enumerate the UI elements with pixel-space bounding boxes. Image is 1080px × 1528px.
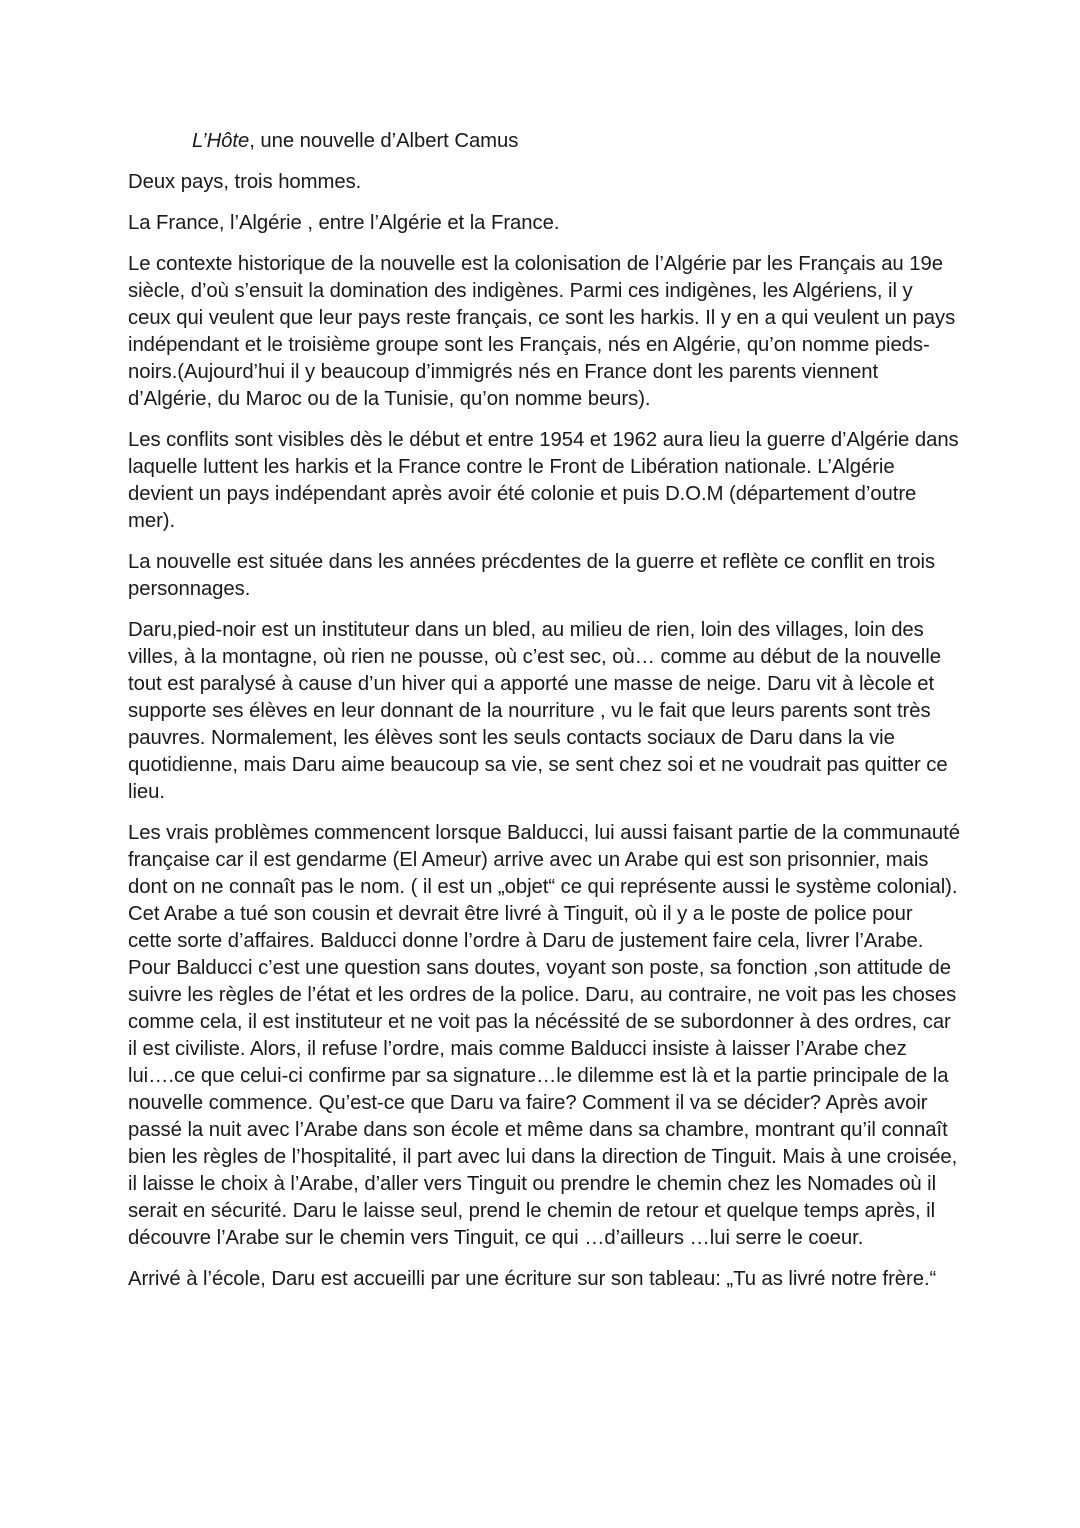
title-work-name: L’Hôte bbox=[192, 130, 250, 152]
paragraph-1: Deux pays, trois hommes. bbox=[128, 171, 362, 193]
document-page bbox=[128, 128, 960, 1307]
title-subtitle: , une nouvelle d’Albert Camus bbox=[249, 130, 519, 152]
paragraph-2: La France, l’Algérie , entre l’Algérie et la France. bbox=[128, 212, 560, 234]
document-title bbox=[192, 128, 960, 155]
paragraph-4: Les conflits sont visibles dès le début et entre 1954 et 1962 aura lieu la guerre d’Algérie dans laquelle luttent les harkis et la France contre le Front de Libération nationale. L’Algérie devient un pays indépendant après avoir été colonie et puis D.O.M (département d’outre mer). bbox=[128, 429, 959, 532]
paragraph-7: Les vrais problèmes commencent lorsque Balducci, lui aussi faisant partie de la communauté française car il est gendarme (El Ameur) arrive avec un Arabe qui est son prisonnier, mais dont on ne connaît pas le nom. ( il est un „objet“ ce qui représente aussi le système colonial). Cet Arabe a tué son cousin et devrait être livré à Tinguit, où il y a le poste de police pour cette sorte d’affaires. Balducci donne l’ordre à Daru de justement faire cela, livrer l’Arabe. Pour Balducci c’est une question sans doutes, voyant son poste, sa fonction ,son attitude de suivre les règles de l’état et les ordres de la police. Daru, au contraire, ne voit pas les choses comme cela, il est instituteur et ne voit pas la nécéssité de se subordonner à des ordres, car il est civiliste. Alors, il refuse l’ordre, mais comme Balducci insiste à laisser l’Arabe chez lui….ce que celui-ci confirme par sa signature…le dilemme est là et la partie principale de la nouvelle commence. Qu’est-ce que Daru va faire? Comment il va se décider? Après avoir passé la nuit avec l’Arabe dans son école et même dans sa chambre, montrant qu’il connaît bien les règles de l’hospitalité, il part avec lui dans la direction de Tinguit. Mais à une croisée, il laisse le choix à l’Arabe, d’aller vers Tinguit ou prendre le chemin chez les Nomades où il serait en sécurité. Daru le laisse seul, prend le chemin de retour et quelque temps après, il découvre l’Arabe sur le chemin vers Tinguit, ce qui …d’ailleurs …lui serre le coeur. bbox=[128, 822, 960, 1249]
paragraph-3: Le contexte historique de la nouvelle est la colonisation de l’Algérie par les Français au 19e siècle, d’où s’ensuit la domination des indigènes. Parmi ces indigènes, les Algériens, il y ceux qui veulent que leur pays reste français, ce sont les harkis. Il y en a qui veulent un pays indépendant et le troisième groupe sont les Français, nés en Algérie, qu’on nomme pieds-noirs.(Aujourd’hui il y beaucoup d’immigrés nés en France dont les parents viennent d’Algérie, du Maroc ou de la Tunisie, qu’on nomme beurs). bbox=[128, 253, 956, 410]
paragraph-8: Arrivé à l’école, Daru est accueilli par une écriture sur son tableau: „Tu as livré notre frère.“ bbox=[128, 1268, 937, 1290]
paragraph-6: Daru,pied-noir est un instituteur dans un bled, au milieu de rien, loin des villages, loin des villes, à la montagne, où rien ne pousse, où c’est sec, où… comme au début de la nouvelle tout est paralysé à cause d’un hiver qui a apporté une masse de neige. Daru vit à lècole et supporte ses élèves en leur donnant de la nourriture , vu le fait que leurs parents sont très pauvres. Normalement, les élèves sont les seuls contacts sociaux de Daru dans la vie quotidienne, mais Daru aime beaucoup sa vie, se sent chez soi et ne voudrait pas quitter ce lieu. bbox=[128, 619, 948, 803]
paragraph-5: La nouvelle est située dans les années précdentes de la guerre et reflète ce conflit en trois personnages. bbox=[128, 551, 936, 600]
